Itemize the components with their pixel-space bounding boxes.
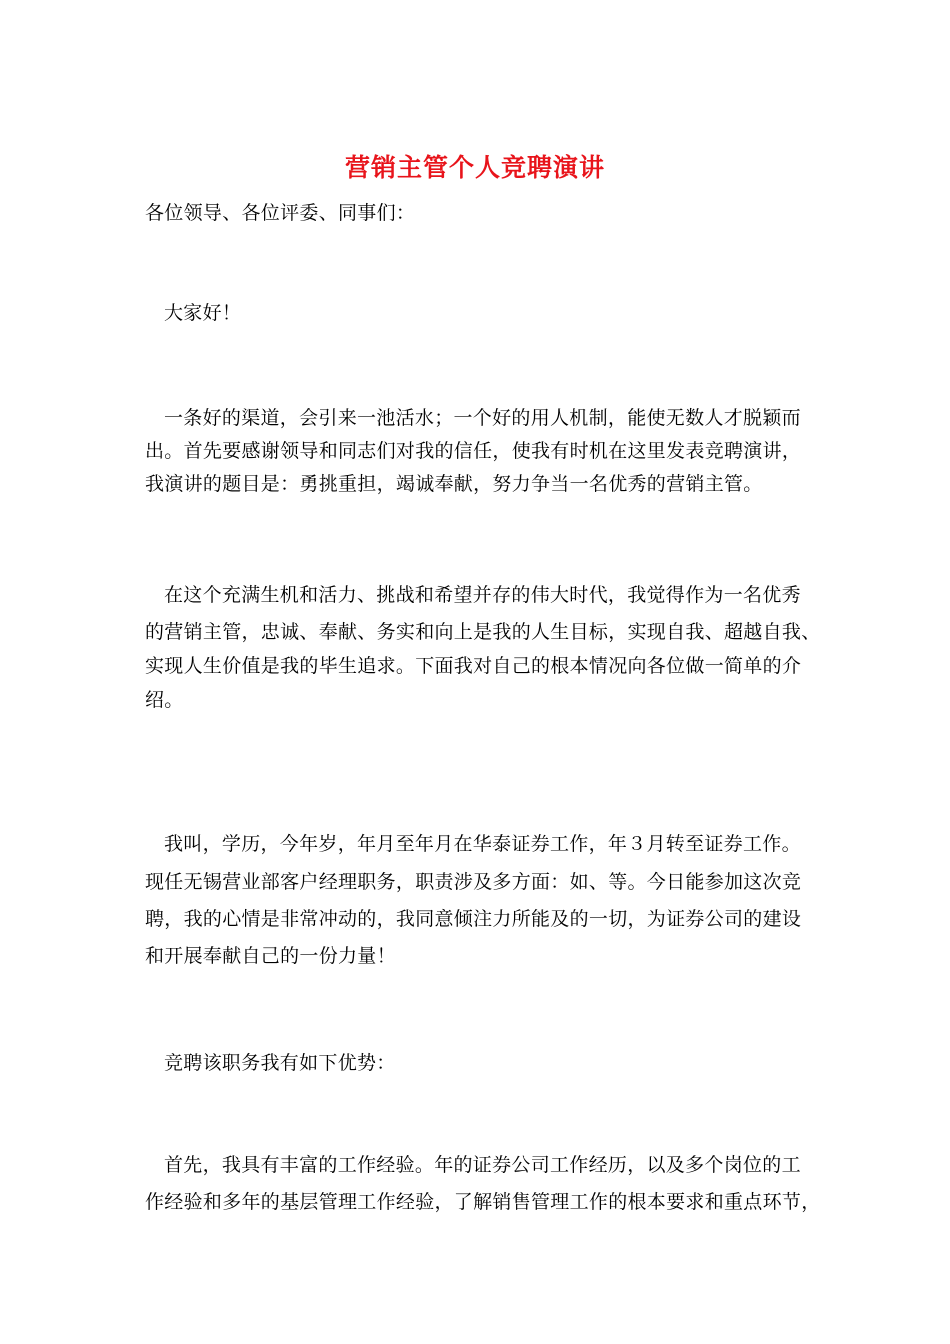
text-line: 在这个充满生机和活力、挑战和希望并存的伟大时代，我觉得作为一名优秀 bbox=[164, 584, 801, 606]
hello-paragraph bbox=[145, 297, 829, 330]
text-line: 首先，我具有丰富的工作经验。年的证券公司工作经历，以及多个岗位的工 bbox=[164, 1154, 801, 1176]
paragraph-1-cont bbox=[145, 435, 810, 501]
text-line: 出。首先要感谢领导和同志们对我的信任，使我有时机在这里发表竞聘演讲， bbox=[145, 440, 802, 462]
text-line: 绍。 bbox=[145, 689, 184, 711]
text-line: 各位领导、各位评委、同事们： bbox=[145, 202, 416, 224]
paragraph-4 bbox=[145, 1047, 829, 1080]
paragraph-2 bbox=[145, 579, 829, 612]
paragraph-2-cont bbox=[145, 616, 821, 718]
paragraph-5 bbox=[145, 1149, 829, 1182]
text-line: 和开展奉献自己的一份力量！ bbox=[145, 945, 396, 967]
text-line: 聘，我的心情是非常冲动的，我同意倾注力所能及的一切，为证券公司的建设 bbox=[145, 908, 802, 930]
text-line: 一条好的渠道，会引来一池活水；一个好的用人机制，能使无数人才脱颖而 bbox=[164, 407, 801, 429]
greeting-paragraph bbox=[145, 197, 810, 230]
text-line: 大家好！ bbox=[164, 302, 242, 324]
document-title: 营销主管个人竞聘演讲 bbox=[344, 153, 605, 182]
paragraph-1 bbox=[145, 402, 829, 435]
text-line: 我演讲的题目是：勇挑重担，竭诚奉献，努力争当一名优秀的营销主管。 bbox=[145, 473, 763, 495]
text-line: 现任无锡营业部客户经理职务，职责涉及多方面：如、等。今日能参加这次竞 bbox=[145, 871, 802, 893]
text-line: 的营销主管，忠诚、奉献、务实和向上是我的人生目标，实现自我、超越自我、 bbox=[145, 621, 821, 643]
paragraph-3 bbox=[145, 828, 829, 861]
text-line: 我叫，学历，今年岁，年月至年月在华泰证券工作，年３月转至证券工作。 bbox=[164, 833, 801, 855]
text-line: 实现人生价值是我的毕生追求。下面我对自己的根本情况向各位做一简单的介 bbox=[145, 655, 802, 677]
text-line: 作经验和多年的基层管理工作经验，了解销售管理工作的根本要求和重点环节， bbox=[145, 1191, 821, 1213]
text-line: 竞聘该职务我有如下优势： bbox=[164, 1052, 396, 1074]
paragraph-5-cont bbox=[145, 1186, 821, 1219]
paragraph-3-cont bbox=[145, 866, 810, 977]
